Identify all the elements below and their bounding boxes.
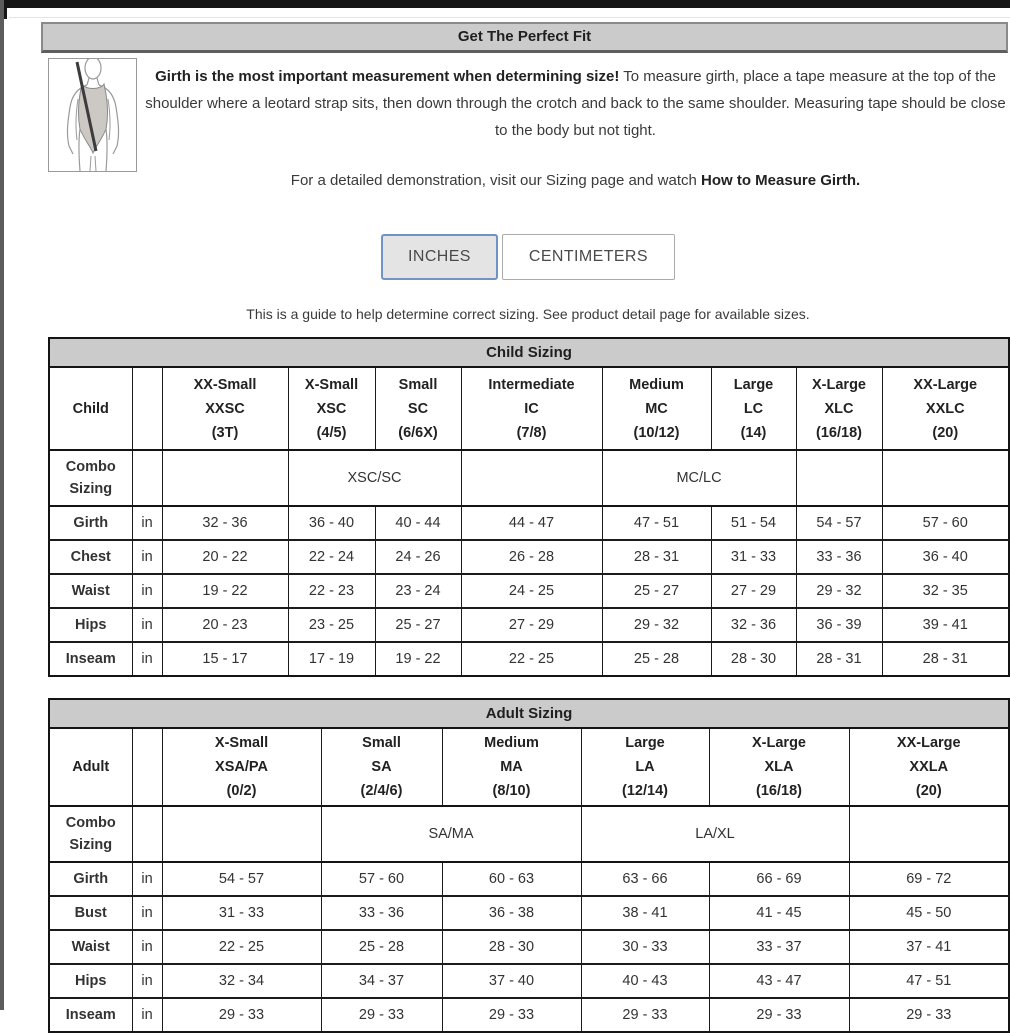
measurement-value: 33 - 36 [321, 896, 442, 930]
measurement-value: 32 - 36 [711, 608, 796, 642]
size-column-header [288, 367, 375, 450]
measurement-row [49, 896, 1009, 930]
measurement-value: 28 - 30 [711, 642, 796, 676]
size-range: (16/18) [816, 424, 862, 441]
measurement-value: 28 - 30 [442, 930, 581, 964]
combo-size-cell: XSC/SC [288, 450, 461, 506]
size-code: XLA [764, 759, 794, 775]
measurement-value: 23 - 25 [288, 608, 375, 642]
combo-empty-cell [461, 450, 602, 506]
measurement-value: 57 - 60 [321, 862, 442, 896]
measurement-value: 19 - 22 [375, 642, 461, 676]
measurement-row [49, 574, 1009, 608]
size-name: Large [625, 735, 665, 751]
combo-size-cell: LA/XL [581, 806, 849, 862]
measurement-value: 32 - 34 [162, 964, 321, 998]
measurement-value: 54 - 57 [162, 862, 321, 896]
girth-instructions-lead: Girth is the most important measurement when determining size! [155, 68, 620, 85]
unit-cell: in [132, 642, 162, 676]
sizing-guide-note: This is a guide to help determine correct sizing. See product detail page for available sizes. [246, 306, 810, 322]
measurement-value: 32 - 36 [162, 506, 288, 540]
size-name: Small [362, 735, 401, 751]
sizing-page-link[interactable]: Sizing [545, 172, 587, 189]
size-name: X-Large [752, 735, 806, 751]
top-divider-line [9, 17, 1010, 18]
size-column-header [321, 728, 442, 806]
measurement-label: Waist [49, 574, 132, 608]
girth-instructions-body: To measure girth, place a tape measure at the top of the shoulder where a leotard strap sits, then down through the crotch and back to the same shoulder. Measuring tape should be close to the body but not tight. [145, 68, 1006, 139]
intro-section [48, 58, 1008, 194]
table-caption: Child Sizing [49, 338, 1009, 367]
demo-bold: How to Measure Girth. [701, 172, 861, 189]
demo-middle: page and watch [586, 172, 702, 189]
measurement-value: 29 - 33 [581, 998, 709, 1032]
measurement-value: 22 - 24 [288, 540, 375, 574]
measurement-value: 36 - 39 [796, 608, 882, 642]
measurement-value: 47 - 51 [602, 506, 711, 540]
size-code: LA [635, 759, 655, 775]
size-name: XX-Large [913, 376, 978, 393]
measurement-value: 40 - 44 [375, 506, 461, 540]
unit-cell: in [132, 964, 162, 998]
measurement-value: 29 - 32 [796, 574, 882, 608]
measurement-row [49, 930, 1009, 964]
girth-instructions [145, 63, 1006, 144]
size-name: X-Large [812, 376, 866, 393]
size-range: (2/4/6) [360, 783, 403, 799]
size-code: XXLC [925, 400, 965, 417]
measurement-value: 25 - 27 [375, 608, 461, 642]
measurement-value: 28 - 31 [882, 642, 1009, 676]
unit-column-header [132, 728, 162, 806]
combo-sizing-row [49, 450, 1009, 506]
size-range: (0/2) [226, 783, 257, 799]
measurement-value: 47 - 51 [849, 964, 1009, 998]
measurement-value: 37 - 40 [442, 964, 581, 998]
measurement-row [49, 642, 1009, 676]
unit-cell: in [132, 896, 162, 930]
measurement-label: Waist [49, 930, 132, 964]
unit-toggle [48, 234, 1008, 282]
size-name: Large [733, 376, 774, 393]
size-name: XX-Small [193, 376, 257, 393]
demo-line [145, 167, 1006, 194]
measurement-value: 66 - 69 [709, 862, 849, 896]
measurement-value: 25 - 27 [602, 574, 711, 608]
measurement-value: 27 - 29 [711, 574, 796, 608]
size-column-header [581, 728, 709, 806]
measurement-value: 44 - 47 [461, 506, 602, 540]
measurement-value: 60 - 63 [442, 862, 581, 896]
measurement-value: 25 - 28 [321, 930, 442, 964]
size-code: LC [743, 400, 764, 417]
measurement-value: 54 - 57 [796, 506, 882, 540]
size-column-header [162, 728, 321, 806]
combo-empty-cell [882, 450, 1009, 506]
size-code: SA [371, 759, 392, 775]
combo-unit-cell [132, 450, 162, 506]
girth-measurement-diagram [48, 58, 137, 172]
measurement-label: Girth [49, 506, 132, 540]
measurement-value: 20 - 23 [162, 608, 288, 642]
measurement-row [49, 540, 1009, 574]
measurement-row [49, 998, 1009, 1032]
measurement-value: 36 - 40 [882, 540, 1009, 574]
measurement-label: Hips [49, 608, 132, 642]
table-group-label: Adult [49, 728, 132, 806]
size-code: XLC [824, 400, 854, 417]
unit-cell: in [132, 930, 162, 964]
measurement-value: 27 - 29 [461, 608, 602, 642]
measurement-label: Hips [49, 964, 132, 998]
left-frame-bar [0, 0, 4, 1010]
table-caption: Adult Sizing [49, 699, 1009, 728]
top-frame-bar [0, 0, 1010, 8]
measurement-row [49, 506, 1009, 540]
measurement-value: 33 - 36 [796, 540, 882, 574]
unit-cell: in [132, 998, 162, 1032]
leotard-figure-icon [49, 59, 136, 171]
table-caption-row [49, 699, 1009, 728]
size-column-header [849, 728, 1009, 806]
combo-unit-cell [132, 806, 162, 862]
measurement-value: 24 - 25 [461, 574, 602, 608]
combo-row-label: Combo Sizing [49, 450, 132, 506]
size-code: XXLA [909, 759, 949, 775]
unit-cell: in [132, 506, 162, 540]
combo-empty-cell [162, 806, 321, 862]
measurement-value: 29 - 32 [602, 608, 711, 642]
child-sizing-table [48, 337, 1010, 677]
size-range: (16/18) [756, 783, 802, 799]
measurement-value: 31 - 33 [711, 540, 796, 574]
measurement-value: 31 - 33 [162, 896, 321, 930]
unit-cell: in [132, 574, 162, 608]
measurement-value: 29 - 33 [162, 998, 321, 1032]
size-name: X-Small [304, 376, 359, 393]
measurement-value: 22 - 23 [288, 574, 375, 608]
measurement-value: 57 - 60 [882, 506, 1009, 540]
combo-row-label: Combo Sizing [49, 806, 132, 862]
measurement-label: Inseam [49, 642, 132, 676]
measurement-value: 37 - 41 [849, 930, 1009, 964]
size-name: Small [398, 376, 438, 393]
page-title: Get The Perfect Fit [41, 22, 1008, 53]
demo-prefix: For a detailed demonstration, visit our [290, 172, 546, 189]
measurement-value: 69 - 72 [849, 862, 1009, 896]
size-range: (4/5) [316, 424, 347, 441]
measurement-value: 41 - 45 [709, 896, 849, 930]
size-column-header [375, 367, 461, 450]
unit-button-inches[interactable]: INCHES [381, 234, 498, 280]
measurement-value: 51 - 54 [711, 506, 796, 540]
size-name: Intermediate [488, 376, 575, 393]
measurement-value: 25 - 28 [602, 642, 711, 676]
measurement-value: 29 - 33 [849, 998, 1009, 1032]
measurement-value: 19 - 22 [162, 574, 288, 608]
measurement-value: 29 - 33 [442, 998, 581, 1032]
measurement-value: 33 - 37 [709, 930, 849, 964]
size-code: XSC [316, 400, 347, 417]
size-name: Medium [629, 376, 684, 393]
measurement-label: Chest [49, 540, 132, 574]
measurement-value: 20 - 22 [162, 540, 288, 574]
size-column-header [711, 367, 796, 450]
measurement-value: 30 - 33 [581, 930, 709, 964]
size-header-row [49, 367, 1009, 450]
size-code: MC [645, 400, 668, 417]
size-range: (8/10) [492, 783, 531, 799]
unit-cell: in [132, 608, 162, 642]
measurement-value: 36 - 40 [288, 506, 375, 540]
table-caption-row [49, 338, 1009, 367]
measurement-row [49, 608, 1009, 642]
table-group-label: Child [49, 367, 132, 450]
size-column-header [442, 728, 581, 806]
unit-cell: in [132, 540, 162, 574]
measurement-value: 39 - 41 [882, 608, 1009, 642]
measurement-row [49, 862, 1009, 896]
measurement-value: 32 - 35 [882, 574, 1009, 608]
size-column-header [602, 367, 711, 450]
unit-column-header [132, 367, 162, 450]
size-column-header [796, 367, 882, 450]
size-column-header [162, 367, 288, 450]
measurement-label: Inseam [49, 998, 132, 1032]
size-range: (20) [932, 424, 959, 441]
size-code: IC [524, 400, 539, 417]
measurement-label: Girth [49, 862, 132, 896]
measurement-row [49, 964, 1009, 998]
size-range: (3T) [211, 424, 239, 441]
measurement-value: 45 - 50 [849, 896, 1009, 930]
size-name: XX-Large [896, 735, 961, 751]
combo-size-cell: SA/MA [321, 806, 581, 862]
size-column-header [461, 367, 602, 450]
size-code: XSA/PA [215, 759, 268, 775]
unit-cell: in [132, 862, 162, 896]
page-content [48, 22, 1008, 1033]
measurement-value: 15 - 17 [162, 642, 288, 676]
size-range: (10/12) [633, 424, 680, 441]
size-header-row [49, 728, 1009, 806]
size-code: SC [407, 400, 429, 417]
adult-sizing-table [48, 698, 1010, 1033]
unit-button-centimeters[interactable]: CENTIMETERS [502, 234, 675, 280]
size-range: (7/8) [516, 424, 547, 441]
size-range: (6/6X) [398, 424, 438, 441]
combo-empty-cell [849, 806, 1009, 862]
measurement-value: 24 - 26 [375, 540, 461, 574]
measurement-value: 63 - 66 [581, 862, 709, 896]
measurement-value: 22 - 25 [162, 930, 321, 964]
measurement-value: 34 - 37 [321, 964, 442, 998]
measurement-value: 22 - 25 [461, 642, 602, 676]
measurement-value: 29 - 33 [709, 998, 849, 1032]
measurement-value: 28 - 31 [796, 642, 882, 676]
size-range: (14) [740, 424, 767, 441]
combo-empty-cell [162, 450, 288, 506]
combo-size-cell: MC/LC [602, 450, 796, 506]
size-code: MA [500, 759, 523, 775]
measurement-value: 26 - 28 [461, 540, 602, 574]
measurement-value: 23 - 24 [375, 574, 461, 608]
size-range: (12/14) [622, 783, 668, 799]
combo-sizing-row [49, 806, 1009, 862]
intro-text [137, 58, 1008, 194]
size-column-header [709, 728, 849, 806]
size-code: XXSC [205, 400, 245, 417]
size-name: X-Small [214, 735, 269, 751]
measurement-value: 17 - 19 [288, 642, 375, 676]
measurement-value: 28 - 31 [602, 540, 711, 574]
combo-empty-cell [796, 450, 882, 506]
size-range: (20) [915, 783, 942, 799]
measurement-label: Bust [49, 896, 132, 930]
measurement-value: 29 - 33 [321, 998, 442, 1032]
size-column-header [882, 367, 1009, 450]
measurement-value: 36 - 38 [442, 896, 581, 930]
measurement-value: 38 - 41 [581, 896, 709, 930]
measurement-value: 40 - 43 [581, 964, 709, 998]
size-name: Medium [484, 735, 539, 751]
measurement-value: 43 - 47 [709, 964, 849, 998]
